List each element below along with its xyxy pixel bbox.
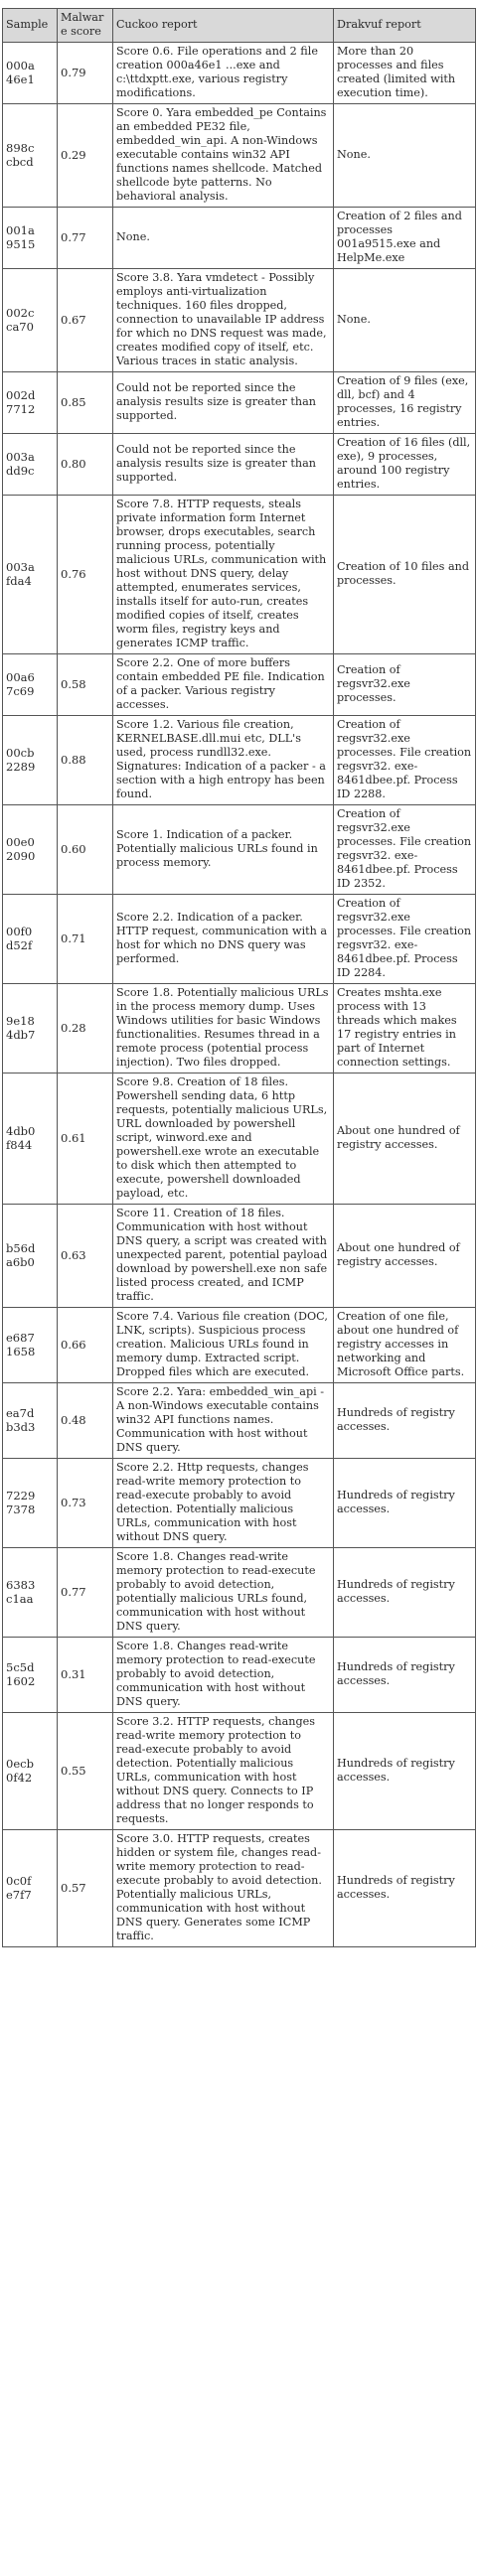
table-row [3, 269, 476, 372]
table-row [3, 372, 476, 434]
sample-id-cell: 001a 9515 [3, 208, 58, 269]
table-row [3, 1205, 476, 1308]
drakvuf-report-cell: Creation of one file, about one hundred of registry accesses in networking and Microsoft Office parts. [334, 1308, 476, 1383]
drakvuf-report-cell: Creation of regsvr32.exe processes. [334, 654, 476, 716]
malware-score-cell: 0.73 [58, 1459, 113, 1548]
table-row [3, 1383, 476, 1459]
cuckoo-report-cell: Could not be reported since the analysis results size is greater than supported. [113, 372, 334, 434]
drakvuf-report-cell: Creates mshta.exe process with 13 threads which makes 17 registry entries in part of Internet connection settings. [334, 984, 476, 1073]
cuckoo-report-cell: Score 2.2. One of more buffers contain embedded PE file. Indication of a packer. Various registry accesses. [113, 654, 334, 716]
table-row [3, 716, 476, 805]
cuckoo-report-cell: Score 3.8. Yara vmdetect - Possibly employs anti-virtualization techniques. 160 files dropped, connection to unavailable IP address for which no DNS request was made, creates modified copy of itself, etc. Various traces in static analysis. [113, 269, 334, 372]
cuckoo-report-cell: Score 3.2. HTTP requests, changes read-write memory protection to read-execute probably to avoid detection. Potentially malicious URLs, communication with host without DNS query. Connects to IP address that no longer responds to requests. [113, 1713, 334, 1830]
malware-score-cell: 0.61 [58, 1073, 113, 1205]
malware-score-cell: 0.29 [58, 104, 113, 208]
cuckoo-report-cell: Score 7.8. HTTP requests, steals private information form Internet browser, drops executables, search running process, potentially malicious URLs, communication with host without DNS query, delay attempted, enumerates services, installs itself for auto-run, creates modified copies of itself, creates worm files, registry keys and generates ICMP traffic. [113, 496, 334, 654]
table-row [3, 1830, 476, 1947]
sample-id-cell: 0ecb 0f42 [3, 1713, 58, 1830]
table-row [3, 984, 476, 1073]
sample-id-cell: 898c cbcd [3, 104, 58, 208]
drakvuf-report-cell: Hundreds of registry accesses. [334, 1548, 476, 1638]
drakvuf-report-cell: Creation of regsvr32.exe processes. File creation regsvr32. exe-8461dbee.pf. Process ID 2288. [334, 716, 476, 805]
malware-score-cell: 0.63 [58, 1205, 113, 1308]
cuckoo-report-cell: Score 2.2. Http requests, changes read-write memory protection to read-execute probably to avoid detection. Potentially malicious URLs, communication with host without DNS query. [113, 1459, 334, 1548]
malware-score-cell: 0.60 [58, 805, 113, 895]
malware-score-cell: 0.66 [58, 1308, 113, 1383]
sample-id-cell: 003a fda4 [3, 496, 58, 654]
table-row [3, 895, 476, 984]
column-header-sample: Sample [3, 9, 58, 43]
sample-id-cell: 00a6 7c69 [3, 654, 58, 716]
sample-id-cell: e687 1658 [3, 1308, 58, 1383]
malware-score-cell: 0.31 [58, 1638, 113, 1713]
cuckoo-report-cell: Score 1.2. Various file creation, KERNELBASE.dll.mui etc, DLL's used, process rundll32.exe. Signatures: Indication of a packer - a section with a high entropy has been found. [113, 716, 334, 805]
drakvuf-report-cell: Hundreds of registry accesses. [334, 1830, 476, 1947]
drakvuf-report-cell: Hundreds of registry accesses. [334, 1638, 476, 1713]
sample-id-cell: 000a 46e1 [3, 43, 58, 104]
cuckoo-report-cell: Score 1. Indication of a packer. Potentially malicious URLs found in process memory. [113, 805, 334, 895]
table-row [3, 1713, 476, 1830]
malware-score-cell: 0.79 [58, 43, 113, 104]
table-row [3, 104, 476, 208]
cuckoo-report-cell: Score 9.8. Creation of 18 files. Powershell sending data, 6 http requests, potentially malicious URLs, URL downloaded by powershell script, winword.exe and powershell.exe wrote an executable to disk which then attempted to execute, powershell downloaded payload, etc. [113, 1073, 334, 1205]
column-header-drakvuf-report: Drakvuf report [334, 9, 476, 43]
column-header-cuckoo-report: Cuckoo report [113, 9, 334, 43]
sample-id-cell: ea7d b3d3 [3, 1383, 58, 1459]
sample-id-cell: 9e18 4db7 [3, 984, 58, 1073]
malware-score-cell: 0.67 [58, 269, 113, 372]
malware-score-cell: 0.58 [58, 654, 113, 716]
table-row [3, 434, 476, 496]
sample-id-cell: 00cb 2289 [3, 716, 58, 805]
drakvuf-report-cell: None. [334, 269, 476, 372]
drakvuf-report-cell: About one hundred of registry accesses. [334, 1073, 476, 1205]
drakvuf-report-cell: Hundreds of registry accesses. [334, 1383, 476, 1459]
malware-report-table-container [2, 8, 475, 1947]
cuckoo-report-cell: Score 0. Yara embedded_pe Contains an embedded PE32 file, embedded_win_api. A non-Windows executable contains win32 API functions names shellcode. Matched shellcode byte patterns. No behavioral analysis. [113, 104, 334, 208]
column-header-malware-score: Malware score [58, 9, 113, 43]
drakvuf-report-cell: Hundreds of registry accesses. [334, 1713, 476, 1830]
cuckoo-report-cell: Score 1.8. Potentially malicious URLs in the process memory dump. Uses Windows utilities for basic Windows functionalities. Resumes thread in a remote process (potential process injection). Two files dropped. [113, 984, 334, 1073]
table-row [3, 1073, 476, 1205]
table-row [3, 208, 476, 269]
cuckoo-report-cell: Score 2.2. Yara: embedded_win_api - A non-Windows executable contains win32 API functions names. Communication with host without DNS query. [113, 1383, 334, 1459]
sample-id-cell: 003a dd9c [3, 434, 58, 496]
malware-score-cell: 0.88 [58, 716, 113, 805]
drakvuf-report-cell: More than 20 processes and files created (limited with execution time). [334, 43, 476, 104]
cuckoo-report-cell: None. [113, 208, 334, 269]
malware-score-cell: 0.57 [58, 1830, 113, 1947]
malware-score-cell: 0.28 [58, 984, 113, 1073]
sample-id-cell: 4db0 f844 [3, 1073, 58, 1205]
cuckoo-report-cell: Score 3.0. HTTP requests, creates hidden or system file, changes read-write memory protection to read-execute probably to avoid detection. Potentially malicious URLs, communication with host without DNS query. Generates some ICMP traffic. [113, 1830, 334, 1947]
drakvuf-report-cell: Creation of 2 files and processes 001a9515.exe and HelpMe.exe [334, 208, 476, 269]
malware-score-cell: 0.77 [58, 208, 113, 269]
sample-id-cell: 002c ca70 [3, 269, 58, 372]
cuckoo-report-cell: Score 1.8. Changes read-write memory protection to read-execute probably to avoid detection, potentially malicious URLs found, communication with host without DNS query. [113, 1548, 334, 1638]
sample-id-cell: 7229 7378 [3, 1459, 58, 1548]
cuckoo-report-cell: Score 2.2. Indication of a packer. HTTP request, communication with a host for which no DNS query was performed. [113, 895, 334, 984]
malware-score-cell: 0.85 [58, 372, 113, 434]
sample-id-cell: 6383 c1aa [3, 1548, 58, 1638]
sample-id-cell: 5c5d 1602 [3, 1638, 58, 1713]
malware-score-cell: 0.76 [58, 496, 113, 654]
table-row [3, 805, 476, 895]
malware-score-cell: 0.71 [58, 895, 113, 984]
table-row [3, 1459, 476, 1548]
drakvuf-report-cell: Creation of 16 files (dll, exe), 9 processes, around 100 registry entries. [334, 434, 476, 496]
malware-score-cell: 0.55 [58, 1713, 113, 1830]
malware-score-cell: 0.48 [58, 1383, 113, 1459]
cuckoo-report-cell: Score 7.4. Various file creation (DOC, LNK, scripts). Suspicious process creation. Malicious URLs found in memory dump. Extracted script. Dropped files which are executed. [113, 1308, 334, 1383]
sample-id-cell: 00f0 d52f [3, 895, 58, 984]
cuckoo-report-cell: Score 1.8. Changes read-write memory protection to read-execute probably to avoid detection, communication with host without DNS query. [113, 1638, 334, 1713]
cuckoo-report-cell: Could not be reported since the analysis results size is greater than supported. [113, 434, 334, 496]
table-body [3, 43, 476, 1947]
table-row [3, 496, 476, 654]
malware-report-table [2, 8, 476, 1947]
malware-score-cell: 0.80 [58, 434, 113, 496]
sample-id-cell: 0c0f e7f7 [3, 1830, 58, 1947]
cuckoo-report-cell: Score 0.6. File operations and 2 file creation 000a46e1 ...exe and c:\ttdxptt.exe, various registry modifications. [113, 43, 334, 104]
drakvuf-report-cell: Creation of regsvr32.exe processes. File creation regsvr32. exe-8461dbee.pf. Process ID 2352. [334, 805, 476, 895]
drakvuf-report-cell: None. [334, 104, 476, 208]
cuckoo-report-cell: Score 11. Creation of 18 files. Communication with host without DNS query, a script was created with unexpected parent, potential payload download by powershell.exe non safe listed process created, and ICMP traffic. [113, 1205, 334, 1308]
drakvuf-report-cell: Creation of 9 files (exe, dll, bcf) and 4 processes, 16 registry entries. [334, 372, 476, 434]
table-row [3, 1638, 476, 1713]
sample-id-cell: 00e0 2090 [3, 805, 58, 895]
drakvuf-report-cell: Creation of regsvr32.exe processes. File creation regsvr32. exe-8461dbee.pf. Process ID 2284. [334, 895, 476, 984]
table-row [3, 1308, 476, 1383]
table-row [3, 654, 476, 716]
malware-score-cell: 0.77 [58, 1548, 113, 1638]
sample-id-cell: b56d a6b0 [3, 1205, 58, 1308]
drakvuf-report-cell: Creation of 10 files and processes. [334, 496, 476, 654]
table-header-row [3, 9, 476, 43]
table-row [3, 43, 476, 104]
drakvuf-report-cell: About one hundred of registry accesses. [334, 1205, 476, 1308]
table-row [3, 1548, 476, 1638]
sample-id-cell: 002d 7712 [3, 372, 58, 434]
drakvuf-report-cell: Hundreds of registry accesses. [334, 1459, 476, 1548]
